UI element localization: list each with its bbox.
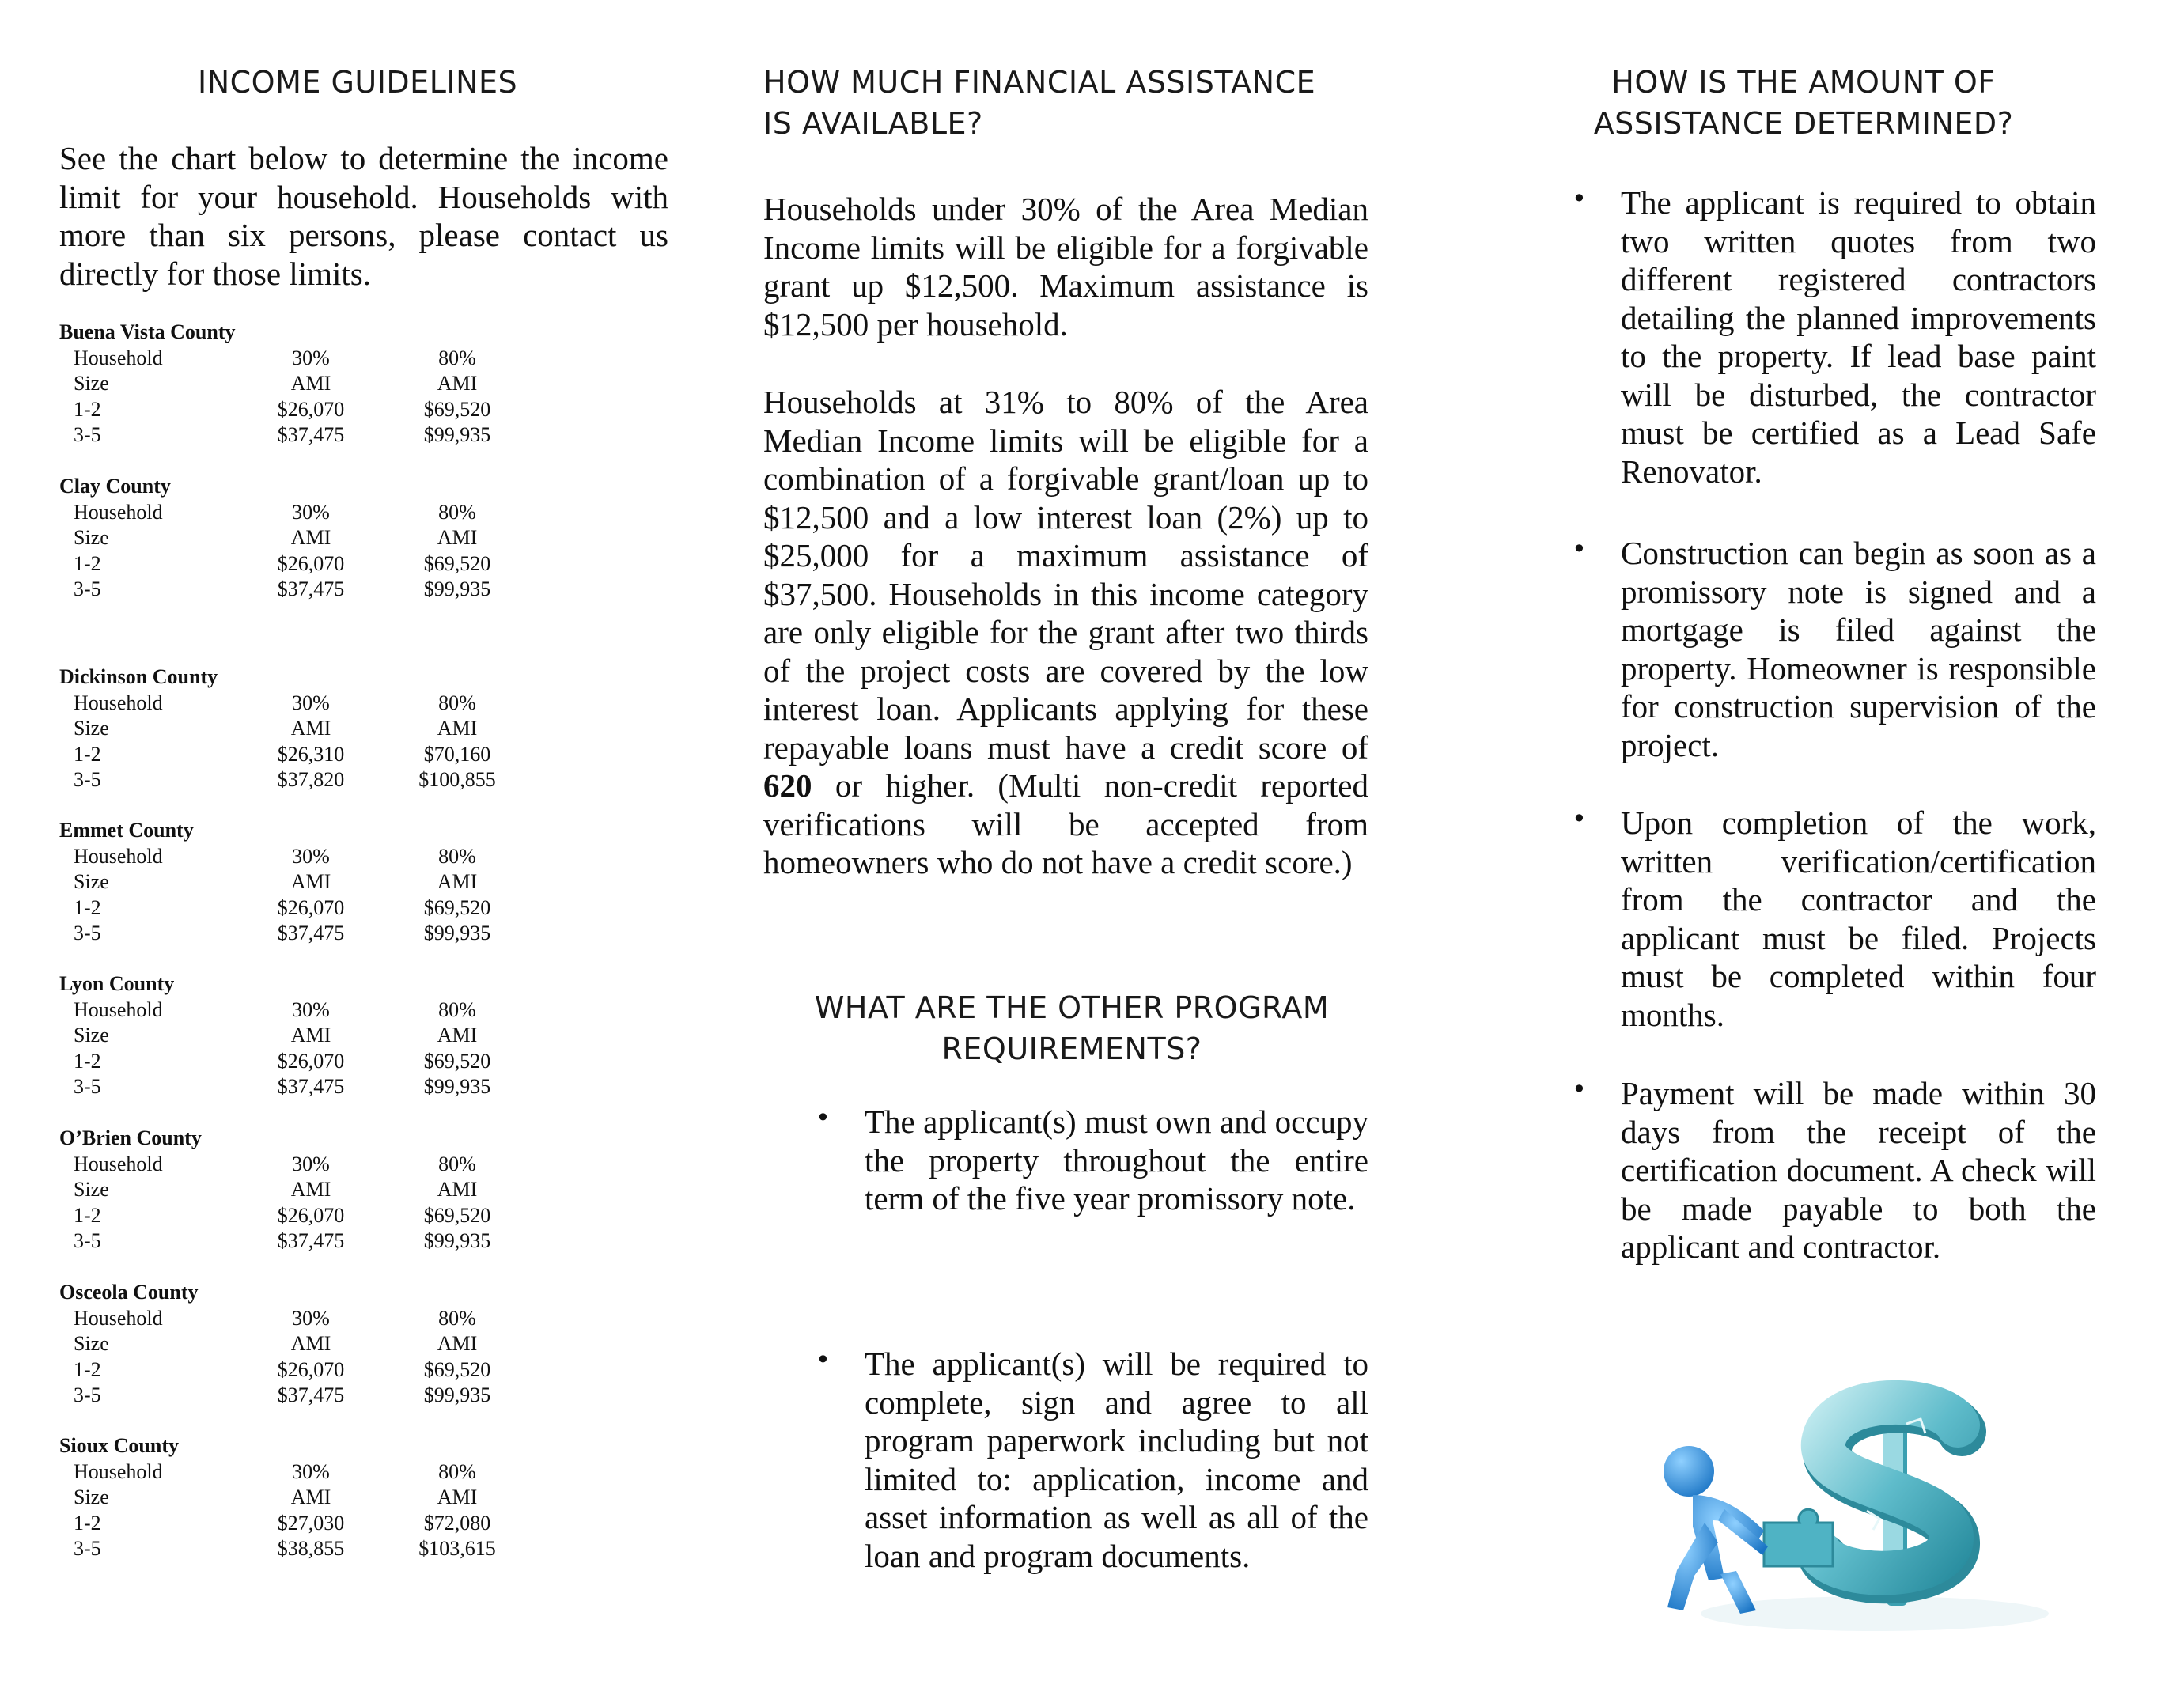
income-guidelines-heading: INCOME GUIDELINES <box>198 65 518 100</box>
income-table <box>74 997 532 1100</box>
assistance-heading <box>763 62 1368 144</box>
requirements-heading <box>803 987 1341 1069</box>
blue-figure-shape <box>1664 1446 1768 1614</box>
table-header: Size <box>74 1332 109 1355</box>
assistance-heading-line: HOW MUCH FINANCIAL ASSISTANCE <box>763 65 1316 100</box>
income-table <box>74 691 532 793</box>
table-cell: $26,070 <box>277 895 345 919</box>
table-cell: $26,070 <box>277 1357 345 1381</box>
table-cell: 1-2 <box>74 1203 101 1227</box>
county-table <box>59 818 534 947</box>
table-header: Household <box>74 500 163 524</box>
list-item <box>816 1345 1368 1575</box>
table-header: AMI <box>290 526 331 549</box>
table-header: 80% <box>438 1459 476 1483</box>
table-header: AMI <box>437 870 478 893</box>
table-header: Size <box>74 1486 109 1508</box>
table-header: Household <box>74 997 163 1021</box>
table-cell: $99,935 <box>423 1229 491 1252</box>
table-header: Size <box>74 1178 109 1201</box>
table-cell: 3-5 <box>74 423 101 446</box>
figure-pushing-dollar-puzzle-icon <box>1645 1376 2049 1637</box>
table-cell: $70,160 <box>423 742 491 766</box>
table-header: AMI <box>290 1178 331 1201</box>
table-cell: $69,520 <box>423 551 491 575</box>
table-header: Household <box>74 1306 163 1330</box>
table-cell: 1-2 <box>74 895 101 919</box>
table-cell: $37,475 <box>277 577 345 600</box>
determination-text: Upon completion of the work, written verification/certification from the contractor and the applicant must be filed. Projects must be completed within four months. <box>1621 804 2096 1033</box>
table-row <box>74 577 532 603</box>
table-cell: $26,070 <box>277 551 345 575</box>
table-cell: $37,475 <box>277 1229 345 1252</box>
paragraph-text: or higher. (Multi non-credit reported verifications will be accepted from homeowners who do not have a credit score.) <box>763 767 1368 880</box>
table-header: 30% <box>292 346 330 369</box>
table-cell: 3-5 <box>74 1383 101 1406</box>
table-row <box>74 1383 532 1409</box>
table-cell: $37,475 <box>277 1383 345 1406</box>
table-cell: $37,820 <box>277 768 345 791</box>
table-header: Size <box>74 717 109 740</box>
income-table <box>74 1459 532 1562</box>
county-table <box>59 971 534 1100</box>
table-cell: $38,855 <box>277 1537 345 1560</box>
table-cell: $103,615 <box>418 1537 496 1560</box>
table-cell: 3-5 <box>74 1537 101 1560</box>
table-row <box>74 1203 532 1229</box>
table-header: AMI <box>290 372 331 395</box>
bullet-icon: • <box>816 1103 831 1133</box>
county-name: Lyon County <box>59 972 175 995</box>
table-cell: $99,935 <box>423 922 491 944</box>
dollar-sign-shape <box>1819 1384 1962 1606</box>
table-header: AMI <box>437 372 478 395</box>
county-table <box>59 664 534 793</box>
list-item <box>1572 804 2096 1034</box>
table-header: AMI <box>437 1024 478 1046</box>
county-name: Osceola County <box>59 1281 199 1304</box>
table-cell: 3-5 <box>74 577 101 600</box>
determination-text: Payment will be made within 30 days from the receipt of the certification document. A check will be made payable to both the applicant and contractor. <box>1621 1075 2096 1265</box>
bullet-icon: • <box>816 1345 831 1375</box>
determination-text: The applicant is required to obtain two written quotes from two different registered contractors detailing the planned improvements to the property. If lead base paint will be disturbed, the contractor must be certified as a Lead Safe Renovator. <box>1621 184 2096 490</box>
county-table <box>59 320 534 448</box>
table-cell: $100,855 <box>418 768 496 791</box>
table-header: 80% <box>438 346 476 369</box>
income-intro-text: See the chart below to determine the income limit for your household. Households with more than six persons, please contact us directly for those limits. <box>59 140 668 292</box>
table-header: 30% <box>292 1152 330 1175</box>
requirement-text: The applicant(s) must own and occupy the property throughout the entire term of the five year promissory note. <box>865 1103 1368 1217</box>
table-cell: $99,935 <box>423 423 491 446</box>
table-row <box>74 1228 532 1255</box>
table-cell: 1-2 <box>74 1511 101 1535</box>
table-cell: 1-2 <box>74 1357 101 1381</box>
table-header: AMI <box>290 1024 331 1046</box>
table-header: Household <box>74 1459 163 1483</box>
income-table <box>74 500 532 603</box>
table-header: Household <box>74 1152 163 1175</box>
requirement-text: The applicant(s) will be required to complete, sign and agree to all program paperwork including but not limited to: application, income and asset information as well as all of the loan and program documents. <box>865 1345 1368 1574</box>
table-header: 80% <box>438 500 476 524</box>
table-header: 30% <box>292 1459 330 1483</box>
bullet-icon: • <box>1572 804 1587 834</box>
list-item <box>1572 184 2096 490</box>
table-row <box>74 921 532 947</box>
table-cell: 1-2 <box>74 742 101 766</box>
table-row <box>74 742 532 768</box>
table-row <box>74 1511 532 1537</box>
table-cell: 3-5 <box>74 1229 101 1252</box>
county-table <box>59 474 534 603</box>
table-header: AMI <box>437 526 478 549</box>
table-header: 80% <box>438 997 476 1021</box>
list-item <box>1572 534 2096 764</box>
table-cell: 1-2 <box>74 397 101 421</box>
county-table <box>59 1280 534 1409</box>
county-table <box>59 1126 534 1255</box>
table-cell: 1-2 <box>74 551 101 575</box>
table-row <box>74 1536 532 1562</box>
table-header: 30% <box>292 844 330 868</box>
assistance-paragraph-low-income: Households under 30% of the Area Median Income limits will be eligible for a forgivable grant up $12,500. Maximum assistance is $12,500 per household. <box>763 191 1368 343</box>
credit-score-value: 620 <box>763 767 812 804</box>
table-header: 30% <box>292 997 330 1021</box>
puzzle-piece-shape <box>1764 1509 1833 1566</box>
table-cell: $26,070 <box>277 1049 345 1073</box>
determination-heading <box>1570 62 2037 144</box>
table-cell: $26,070 <box>277 1203 345 1227</box>
table-cell: $27,030 <box>277 1511 345 1535</box>
table-header: AMI <box>290 1486 331 1508</box>
county-name: O’Brien County <box>59 1126 202 1149</box>
table-row <box>74 1357 532 1383</box>
table-cell: 3-5 <box>74 922 101 944</box>
table-header: 30% <box>292 500 330 524</box>
table-header: AMI <box>290 717 331 740</box>
table-row <box>74 422 532 448</box>
bullet-icon: • <box>1572 184 1587 214</box>
income-table <box>74 346 532 448</box>
county-name: Emmet County <box>59 819 194 842</box>
table-row <box>74 895 532 922</box>
table-header: 80% <box>438 691 476 714</box>
table-cell: $99,935 <box>423 577 491 600</box>
table-cell: $26,310 <box>277 742 345 766</box>
determination-heading-line: ASSISTANCE DETERMINED? <box>1593 106 2014 141</box>
table-cell: 3-5 <box>74 1075 101 1098</box>
table-cell: $37,475 <box>277 922 345 944</box>
table-row <box>74 767 532 793</box>
table-row <box>74 397 532 423</box>
table-header: Household <box>74 691 163 714</box>
determination-text: Construction can begin as soon as a promissory note is signed and a mortgage is filed against the property. Homeowner is responsible for construction supervision of the project. <box>1621 535 2096 763</box>
table-header: Household <box>74 346 163 369</box>
county-name: Dickinson County <box>59 665 218 688</box>
table-header: 80% <box>438 844 476 868</box>
paragraph-text: Households at 31% to 80% of the Area Median Income limits will be eligible for a combination of a forgivable grant/loan up to $12,500 and a low interest loan (2%) up to $25,000 for a maximum assistance of $37,500. Households in this income category are only eligible for the grant after two thirds of the project costs are covered by the low interest loan. Applicants applying for these repayable loans must have a credit score of <box>763 384 1368 766</box>
table-cell: $37,475 <box>277 423 345 446</box>
table-header: AMI <box>290 1332 331 1355</box>
table-header: Household <box>74 844 163 868</box>
list-item <box>1572 1074 2096 1266</box>
county-table <box>59 1433 534 1562</box>
county-name: Buena Vista County <box>59 320 236 343</box>
table-header: AMI <box>437 1486 478 1508</box>
assistance-heading-line: IS AVAILABLE? <box>763 106 983 141</box>
table-header: Size <box>74 870 109 893</box>
table-cell: $69,520 <box>423 397 491 421</box>
table-header: Size <box>74 526 109 549</box>
table-cell: $72,080 <box>423 1511 491 1535</box>
table-cell: $69,520 <box>423 1203 491 1227</box>
county-name: Sioux County <box>59 1434 179 1457</box>
income-table <box>74 844 532 947</box>
table-row <box>74 1074 532 1100</box>
table-cell: $69,520 <box>423 1357 491 1381</box>
income-table <box>74 1152 532 1255</box>
table-cell: 3-5 <box>74 768 101 791</box>
table-header: AMI <box>437 1332 478 1355</box>
bullet-icon: • <box>1572 534 1587 564</box>
table-header: 80% <box>438 1306 476 1330</box>
table-cell: $37,475 <box>277 1075 345 1098</box>
table-header: Size <box>74 1024 109 1046</box>
table-cell: $99,935 <box>423 1383 491 1406</box>
table-header: 80% <box>438 1152 476 1175</box>
assistance-paragraph-moderate-income <box>763 383 1368 882</box>
bullet-icon: • <box>1572 1074 1587 1104</box>
county-name: Clay County <box>59 475 171 498</box>
table-cell: $69,520 <box>423 1049 491 1073</box>
list-item <box>816 1103 1368 1218</box>
table-header: AMI <box>290 870 331 893</box>
table-header: AMI <box>437 1178 478 1201</box>
table-cell: $26,070 <box>277 397 345 421</box>
requirements-heading-line: REQUIREMENTS? <box>941 1031 1202 1066</box>
table-cell: 1-2 <box>74 1049 101 1073</box>
income-table <box>74 1306 532 1409</box>
table-cell: $69,520 <box>423 895 491 919</box>
table-cell: $99,935 <box>423 1075 491 1098</box>
table-header: Size <box>74 372 109 395</box>
table-row <box>74 551 532 577</box>
determination-heading-line: HOW IS THE AMOUNT OF <box>1611 65 1996 100</box>
table-header: AMI <box>437 717 478 740</box>
requirements-heading-line: WHAT ARE THE OTHER PROGRAM <box>814 990 1330 1025</box>
table-header: 30% <box>292 1306 330 1330</box>
table-row <box>74 1049 532 1075</box>
table-header: 30% <box>292 691 330 714</box>
